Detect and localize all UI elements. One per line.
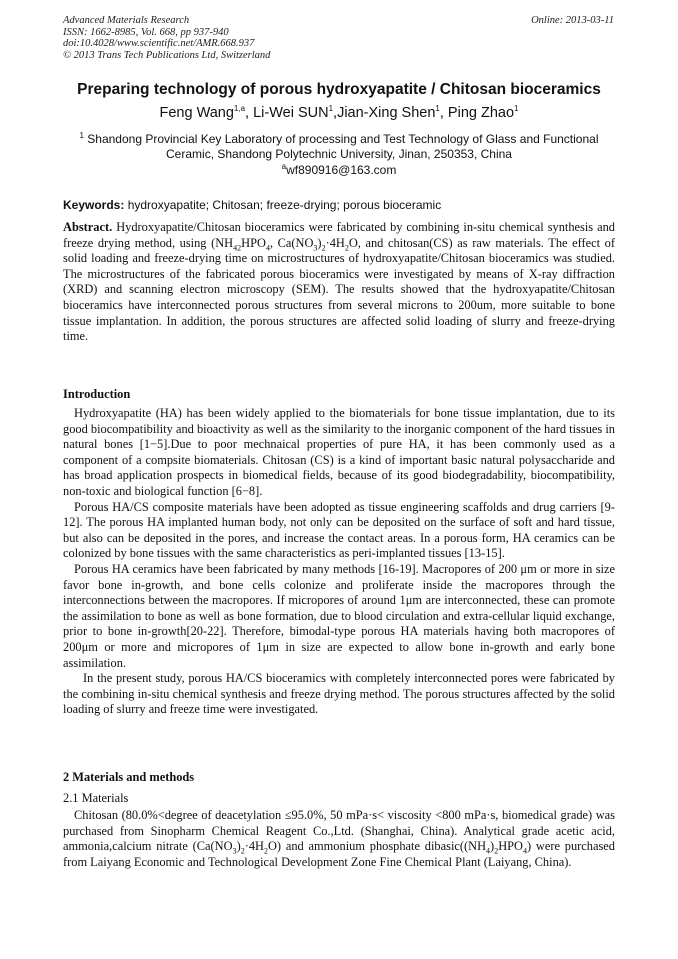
- author-list: Feng Wang$^{1,a}$, Li-Wei SUN$^1$,Jian-Xing Shen$^1$, Ping Zhao$^1$: [159, 104, 519, 121]
- email-mark: a: [281, 162, 287, 171]
- affiliation-text: Shandong Provincial Key Laboratory of processing and Test Technology of Glass and Functional Ceramic, Shandong Polytechnic University, Jinan, 250353, China: [87, 132, 599, 161]
- author-affiliation-mark: 1: [328, 104, 334, 114]
- author-affiliation-mark: 1: [514, 104, 519, 114]
- abstract-label: Abstract.: [63, 220, 113, 234]
- doi-line: doi:10.4028/www.scientific.net/AMR.668.937: [63, 38, 255, 49]
- keywords: [63, 198, 615, 213]
- copyright-line: © 2013 Trans Tech Publications Ltd, Switzerland: [63, 49, 271, 61]
- issn-line: ISSN: 1662-8985, Vol. 668, pp 937-940: [63, 26, 229, 38]
- contact-email: [40, 163, 638, 178]
- author-affiliation-mark: 1: [435, 104, 440, 114]
- materials-body: [63, 808, 615, 870]
- paper-title: Preparing technology of porous hydroxyapatite / Chitosan bioceramics: [77, 81, 601, 98]
- paragraph: In the present study, porous HA/CS bioceramics with completely interconnected pores were fabricated by the combining in-situ chemical synthesis and freeze drying method. The porous structures affected by the solid loading of slurry and freeze time were investigated.: [63, 671, 615, 717]
- affiliation: [63, 132, 615, 162]
- abstract: Abstract. Hydroxyapatite/Chitosan bioceramics were fabricated by combining in-situ chemical synthesis and freeze drying method, using ($NH_{42}HPO_4$, $Ca(NO_3)_2\cdot 4H_2O$, and chitosan(CS) as raw materials. The effect of solid loading and freeze-drying time on microstructures of hydroxyapatite/Chitosan bioceramics was studied. The microstructures of the fabricated porous bioceramics were investigated by means of X-ray diffraction (XRD) and scanning electron microscopy (SEM). The results showed that the hydroxyapatite/Chitosan bioceramics have interconnected porous structures from several microns to 200um, more suitable to bone tissue implantation. In addition, the porous structures are affected solid loading of slurry and freeze-drying time.: [63, 220, 615, 344]
- materials-subheading: 2.1 Materials: [63, 791, 129, 805]
- introduction-heading: Introduction: [63, 387, 131, 401]
- methods-heading: 2 Materials and methods: [63, 770, 195, 784]
- author-name: Feng Wang: [159, 105, 234, 121]
- online-date: Online: 2013-03-11: [531, 15, 614, 26]
- keywords-text: hydroxyapatite; Chitosan; freeze-drying; porous bioceramic: [127, 198, 442, 212]
- paragraph: Porous HA ceramics have been fabricated by many methods [16-19]. Macropores of 200 μm or more in size favor bone in-growth, and bone cells colonize and proliferate inside the macropores through the interconnections between the macropores. If micropores of around 1μm are interconnected, these can promote the assimilation to bone as well as bone formation, due to blood circulation and extra-cellular liquid exchange, prior to bone in-growth[20-22]. Therefore, bimodal-type porous HA materials having both macropores of 200μm or more and micropores of 1μm in size are expected to allow bone in-growth and early bone assimilation.: [63, 561, 615, 670]
- keywords-label: Keywords:: [63, 198, 125, 212]
- author-name: Li-Wei SUN: [253, 105, 329, 121]
- affiliation-mark: 1: [79, 131, 84, 140]
- paragraph: Hydroxyapatite (HA) has been widely applied to the biomaterials for bone tissue implantation, due to its good biocompatibility and bioactivity as well as the similarity to the inorganic component of the hard tissues in natural bones [1−5].Due to poor mechnaical properties of pure HA, it has been commonly used as a component of a compsite biomaterials. Chitosan (CS) is a kind of important basic natural polysaccharide and has broad application prospects in biomedical fields, because of its good biodegradability, biocompatibility, non-toxic and biological function [6−8].: [63, 406, 615, 498]
- journal-header: [63, 15, 270, 61]
- author-name: Jian-Xing Shen: [337, 105, 436, 121]
- introduction-body: [63, 406, 615, 718]
- paragraph: Chitosan (80.0%<degree of deacetylation ≤95.0%, 50 mPa·s< viscosity <800 mPa·s, biomedical grade) was purchased from Sinopharm Chemical Reagent Co.,Ltd. (Shanghai, China). Analytical grade acetic acid, ammonia,calcium nitrate $(Ca(NO_3)_2\cdot 4H_2O)$ and ammonium phosphate $dibasic((NH_4)_2HPO_4)$ were purchased from Laiyang Economic and Technological Development Zone Fine Chemical Plant (Laiyang, China).: [63, 808, 615, 869]
- journal-name: Advanced Materials Research: [63, 15, 190, 26]
- author-name: Ping Zhao: [447, 105, 515, 121]
- paragraph: Porous HA/CS composite materials have been adopted as tissue engineering scaffolds and drug carriers [9-12]. The porous HA implanted human body, not only can be deposited on the surface of soft and hard tissue, but also can be deposited in the pores, and increase the contact areas. In a porous form, HA ceramics can be colonized by bone tissues with the same characteristics as peri-implanted tissues [13-15].: [63, 499, 615, 561]
- author-affiliation-mark: 1,a: [233, 104, 246, 114]
- email-address: wf890916@163.com: [286, 163, 397, 177]
